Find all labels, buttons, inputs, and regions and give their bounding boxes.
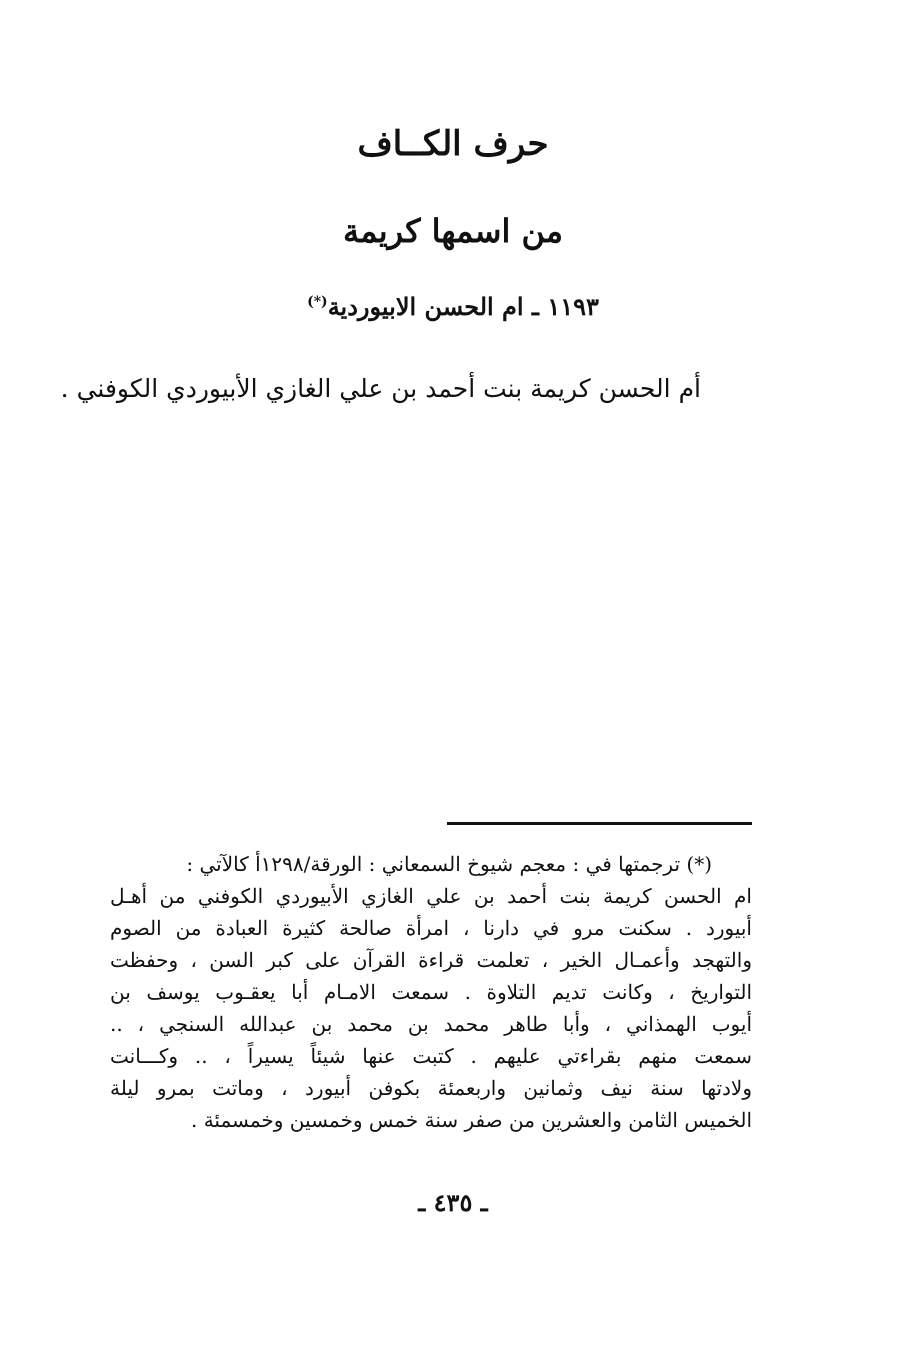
section-title: من اسمها كريمة	[343, 212, 563, 250]
footnote-line: سمعت منهم بقراءتي عليهم . كتبت عنها شيئاً يسيراً ، .. وكـــانت	[110, 1044, 752, 1068]
footnote-line: الخميس الثامن والعشرين من صفر سنة خمس وخمسين وخمسمئة .	[190, 1108, 752, 1132]
footnote-divider	[447, 822, 752, 825]
footnote	[110, 848, 752, 1136]
footnote-marker: (*)	[307, 294, 328, 310]
footnote-line: ولادتها سنة نيف وثمانين واربعمئة بكوفن أبيورد ، وماتت بمرو ليلة	[110, 1076, 753, 1100]
chapter-title: حرف الكــاف	[357, 124, 549, 164]
footnote-line: والتهجد وأعمـال الخير ، تعلمت قراءة القرآن على كبر السن ، وحفظت	[110, 948, 752, 972]
footnote-line: أيوب الهمذاني ، وأبا طاهر محمد بن محمد بن عبدالله السنجي ، ..	[110, 1012, 752, 1036]
entry-heading	[0, 292, 906, 321]
footnote-line: (*) ترجمتها في : معجم شيوخ السمعاني : الورقة/١٢٩٨أ كالآتي :	[186, 852, 712, 876]
footnote-line: التواريخ ، وكانت تديم التلاوة . سمعت الامـام أبا يعقـوب يوسف بن	[110, 980, 752, 1004]
entry-body: أم الحسن كريمة بنت أحمد بن علي الغازي الأبيوردي الكوفني .	[60, 374, 701, 403]
footnote-line: أبيورد . سكنت مرو في دارنا ، امرأة صالحة كثيرة العبادة من الصوم	[110, 916, 752, 940]
footnote-line: ام الحسن كريمة بنت أحمد بن علي الغازي الأبيوردي الكوفني من أهـل	[110, 884, 752, 908]
page-number: ـ ٤٣٥ ـ	[418, 1188, 488, 1217]
entry-heading-text: ١١٩٣ ـ ام الحسن الابيوردية	[327, 292, 599, 321]
